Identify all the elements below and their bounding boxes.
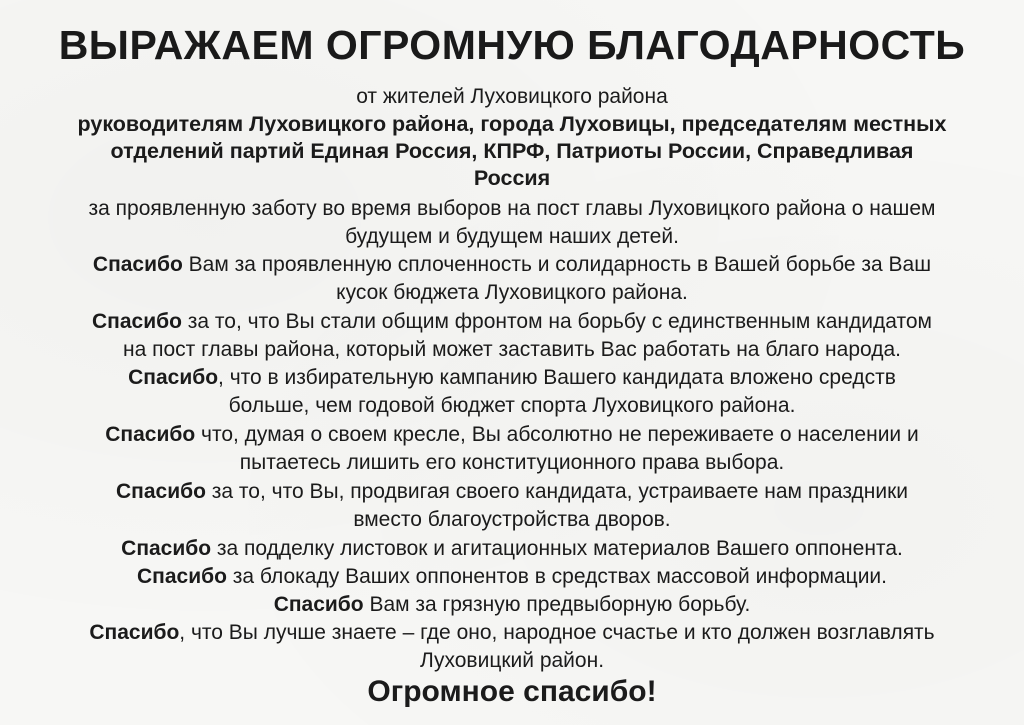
paragraph-line	[0, 421, 1024, 449]
gratitude-paragraph	[0, 619, 1024, 675]
paragraph-line	[0, 478, 1024, 506]
paragraph-text: за то, что Вы стали общим фронтом на борьбу с единственным кандидатом	[181, 310, 932, 333]
paragraph-text: за то, что Вы, продвигая своего кандидата, устраиваете нам праздники	[205, 480, 908, 503]
paragraph-line	[0, 535, 1024, 563]
gratitude-paragraph	[0, 591, 1024, 619]
gratitude-paragraph	[0, 478, 1024, 534]
paragraph-line: кусок бюджета Луховицкого района.	[336, 281, 688, 304]
thanks-word: Спасибо	[128, 366, 219, 389]
paragraph-text: за блокаду Ваших оппонентов в средствах массовой информации.	[226, 565, 887, 588]
paragraph-text: за подделку листовок и агитационных материалов Вашего оппонента.	[211, 537, 903, 560]
paragraph-text: Вам за грязную предвыборную борьбу.	[363, 593, 751, 616]
paragraph-text: , что в избирательную кампанию Вашего кандидата вложено средств	[218, 366, 896, 389]
thanks-word: Спасибо	[92, 253, 183, 276]
thanks-word: Спасибо	[92, 310, 182, 333]
thanks-word: Спасибо	[105, 423, 196, 446]
gratitude-paragraph	[0, 563, 1024, 591]
headline: ВЫРАЖАЕМ ОГРОМНУЮ БЛАГОДАРНОСТЬ	[58, 22, 966, 68]
paragraph-line: на пост главы района, который может заставить Вас работать на благо народа.	[123, 338, 901, 361]
closing-line: Огромное спасибо!	[367, 675, 657, 708]
paragraph-line	[0, 591, 1024, 619]
subtitle: от жителей Луховицкого района	[356, 85, 668, 108]
paragraph-text: Вам за проявленную сплоченность и солидарность в Вашей борьбе за Ваш	[182, 253, 932, 276]
gratitude-paragraph	[0, 308, 1024, 364]
paragraph-line	[0, 251, 1024, 279]
paragraph-line	[0, 619, 1024, 647]
thanks-word: Спасибо	[273, 593, 364, 616]
paragraph-line: Луховицкий район.	[419, 649, 605, 672]
gratitude-paragraph	[0, 195, 1024, 251]
thanks-word: Спасибо	[89, 621, 180, 644]
paragraph-line: будущем и будущем наших детей.	[345, 225, 679, 248]
gratitude-paragraph	[0, 421, 1024, 477]
paragraph-line: пытаетесь лишить его конституционного права выбора.	[239, 451, 785, 474]
paragraph-line: больше, чем годовой бюджет спорта Луховицкого района.	[228, 394, 796, 417]
addressees-line: Россия	[473, 166, 551, 190]
addressees-line: руководителям Луховицкого района, города Луховицы, председателям местных	[77, 112, 947, 136]
paragraph-line	[0, 364, 1024, 392]
addressees	[0, 111, 1024, 192]
paragraph-line	[0, 308, 1024, 336]
gratitude-paragraph	[0, 251, 1024, 307]
thanks-word: Спасибо	[137, 565, 227, 588]
paragraph-line: за проявленную заботу во время выборов на пост главы Луховицкого района о нашем	[88, 197, 936, 220]
addressees-line: отделений партий Единая Россия, КПРФ, Патриоты России, Справедливая	[110, 139, 914, 163]
paragraph-text: что, думая о своем кресле, Вы абсолютно не переживаете о населении и	[195, 423, 919, 446]
paragraph-text: , что Вы лучше знаете – где оно, народное счастье и кто должен возглавлять	[179, 621, 935, 644]
thanks-word: Спасибо	[121, 537, 212, 560]
thanks-word: Спасибо	[116, 480, 206, 503]
gratitude-paragraph	[0, 364, 1024, 420]
paragraph-line: вместо благоустройства дворов.	[353, 508, 671, 531]
paragraph-line	[0, 563, 1024, 591]
gratitude-paragraph	[0, 535, 1024, 563]
